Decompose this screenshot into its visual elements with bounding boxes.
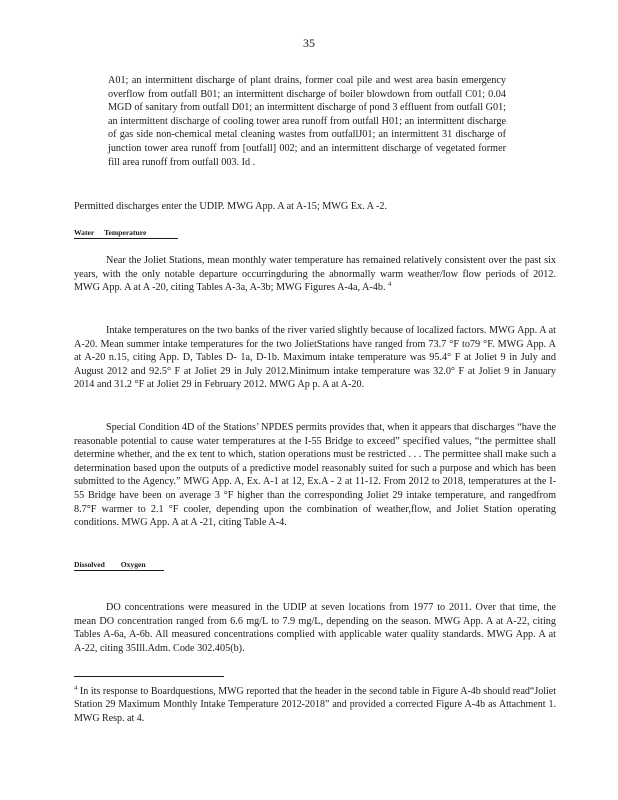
page-number: 35 <box>303 36 315 50</box>
footnote <box>74 685 556 725</box>
footnote-marker: 4 <box>74 684 78 692</box>
paragraph-dissolved-oxygen-1: DO concentrations were measured in the UDIP at seven locations from 1977 to 2011. Over that time, the mean DO concentration ranged from 6.6 mg/L to 7.9 mg/L, depending on the season. MWG App. A at A-22, citing Tables A-6a, A-6b. All measured concentrations complied with applicable water quality standards. MWG App. A at A-22, citing 35Ill.Adm. Code 302.405(b). <box>74 602 556 654</box>
heading-underline <box>74 238 178 239</box>
footnote-reference: 4 <box>388 280 392 288</box>
heading-word: Oxygen <box>120 560 146 569</box>
footnote-separator <box>74 676 224 677</box>
paragraph-water-temperature-3: Special Condition 4D of the Stations’ NPDES permits provides that, when it appears that discharges “have the reasonable potential to cause water temperatures at the I-55 Bridge to exceed” specified values, “the permittee shall determine whether, and the ex tent to which, station operations must be restricted . . . The permittee shall make such a determination based upon the outputs of a predictive model reasonably suited for such a purpose and which has been submitted to the Agency.” MWG App. A, Ex. A-1 at 12, Ex.A - 2 at 11-12. From 2012 to 2018, temperatures at the I-55 Bridge have been on average 3 °F higher than the corresponding Joliet 29 intake temperature, and rangedfrom 8.7°F warmer to 2.1 °F cooler, depending upon the combination of weather,flow, and Joliet Station operating conditions. MWG App. A at A -21, citing Table A-4. <box>74 422 556 529</box>
block-quote: A01; an intermittent discharge of plant drains, former coal pile and west area basin emergency overflow from outfall B01; an intermittent discharge of boiler blowdown from outfall C01; 0.04 MGD of sanitary from outfall D01; an intermittent discharge of pond 3 effluent from outfall G01; an intermittent discharge of cooling tower area runoff from outfall H01; an intermittent discharge of gas side non-chemical metal cleaning wastes from outfallJ01; an intermittent 31 discharge of junction tower area runoff from [outfall] 002; and an intermittent discharge of vegetated former fill area runoff from outfall 003. Id . <box>108 75 506 168</box>
paragraph-text: Near the Joliet Stations, mean monthly water temperature has remained relatively consistent over the past six years, with the only notable departure occurringduring the abnormally warm weather/low flow periods of 2012. MWG App. A at A -20, citing Tables A-3a, A-3b; MWG Figures A-4a, A-4b. <box>74 255 556 294</box>
heading-word: Temperature <box>104 228 147 237</box>
paragraph-water-temperature-1 <box>74 254 556 295</box>
paragraph-water-temperature-2: Intake temperatures on the two banks of the river varied slightly because of localized factors. MWG App. A at A-20. Mean summer intake temperatures for the two JolietStations have ranged from 73.7 °F to79 °F. MWG App. A at A-20 n.15, citing App. D, Tables D- 1a, D-1b. Maximum intake temperature was 95.4° F at Joliet 9 in July and August 2012 and 92.5° F at Joliet 29 in July 2012.Minimum intake temperature was 32.0° F at Joliet 9 in January 2014 and 31.2 °F at Joliet 29 in February 2012. MWG Ap p. A at A-20. <box>74 325 556 391</box>
section-heading-water-temperature <box>74 228 146 237</box>
heading-word: Water <box>74 228 95 237</box>
footnote-text: In its response to Boardquestions, MWG reported that the header in the second table in Figure A-4b should read“Joliet Station 29 Maximum Monthly Intake Temperature 2012-2018” and provided a corrected Figure A-4b as Attachment 1. MWG Resp. at 4. <box>74 686 557 724</box>
permitted-discharges-paragraph: Permitted discharges enter the UDIP. MWG App. A at A-15; MWG Ex. A -2. <box>74 201 388 212</box>
heading-word: Dissolved <box>74 560 105 569</box>
heading-underline <box>74 570 164 571</box>
section-heading-dissolved-oxygen <box>74 560 146 569</box>
